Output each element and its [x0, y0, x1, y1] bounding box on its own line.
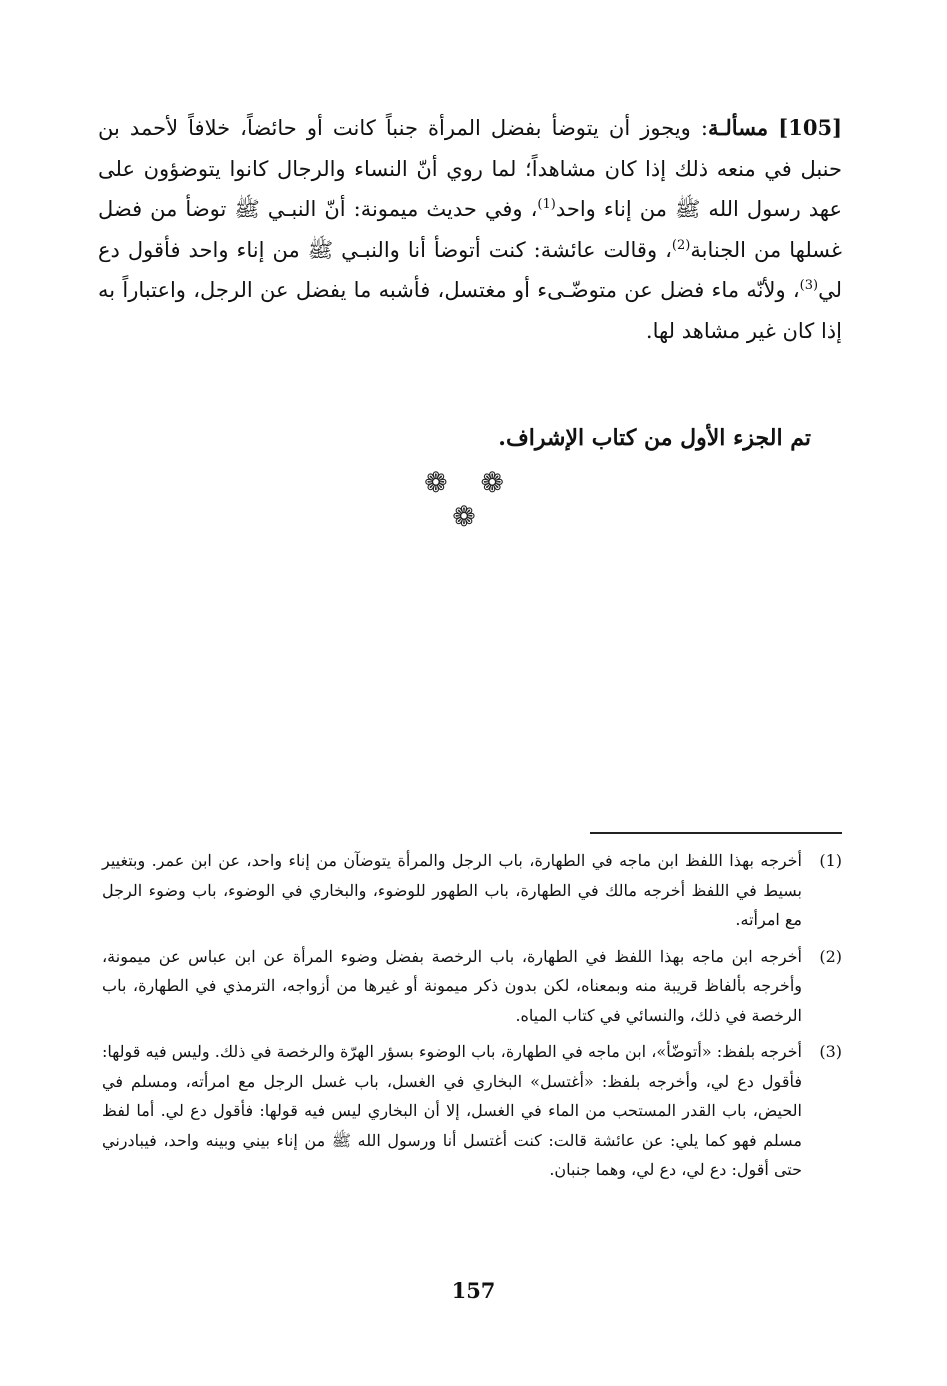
issue-text-1: : ويجوز أن يتوضأ بفضل المرأة جنباً كانت أو حائضاً، خلافاً لأحمد بن حنبل في منعه ذلك إذا كان مشاهداً؛ لما روي أنّ النساء والرجال كانوا يتوضؤون على عهد رسول الله ﷺ من إناء واحد — [98, 116, 842, 221]
footnote-ref-3[interactable]: (3) — [799, 278, 819, 293]
footnote-text: أخرجه بلفظ: «أتوضّأ»، ابن ماجه في الطهارة، باب الوضوء بسؤر الهرّة والرخصة في ذلك. وليس فيه قولها: فأقول دع لي، وأخرجه بلفظ: «أغتسل» البخاري في الغسل، باب غسل الرجل مع امرأته، ومسلم في الحيض، باب القدر المستحب من الماء في الغسل، إلا أن البخاري ليس فيه قولها: فأقول دع لي. أما لفظ مسلم فهو كما يلي: عن عائشة قالت: كنت أغتسل أنا ورسول الله ﷺ من إناء بيني وبينه واحد، فيبادرني حتى أقول: دع لي، دع لي، وهما جنبان. — [102, 1042, 802, 1179]
footnote-3 — [102, 1037, 842, 1185]
footnotes — [102, 846, 842, 1192]
footnote-1 — [102, 846, 842, 935]
issue-label: مسألـة — [707, 115, 769, 140]
issue-number: [105] — [778, 115, 842, 140]
page-number: 157 — [451, 1278, 496, 1303]
footnote-number: (2) — [819, 946, 842, 966]
footnote-ref-1[interactable]: (1) — [537, 197, 556, 212]
footnote-2 — [102, 942, 842, 1031]
issue-text-2: ، وفي حديث ميمونة: أنّ النبـي ﷺ توضأ من فضل غسلها من الجنابة — [98, 197, 843, 262]
issue-paragraph — [98, 108, 842, 351]
footnote-text: أخرجه بهذا اللفظ ابن ماجه في الطهارة، باب الرجل والمرأة يتوضآن من إناء واحد، عن ابن عمر. وبتغيير بسيط في اللفظ أخرجه مالك في الطهارة، باب الطهور للوضوء، والبخاري في الوضوء، باب وضوء الرجل مع امرأته. — [102, 851, 802, 929]
issue-text-4: ، ولأنّه ماء فضل عن متوضّـىء أو مغتسل، فأشبه ما يفضل عن الرجل، واعتباراً به إذا كان غير مشاهد لها. — [98, 278, 842, 343]
ornament-divider: ❁ ❁ ❁ — [424, 466, 516, 533]
footnote-number: (3) — [819, 1042, 842, 1061]
closing-line: تم الجزء الأول من كتاب الإشراف. — [498, 425, 811, 451]
footnote-ref-2[interactable]: (2) — [671, 237, 691, 253]
main-text — [98, 108, 842, 351]
footnote-number: (1) — [819, 851, 842, 870]
footnote-separator — [590, 832, 842, 834]
footnote-text: أخرجه ابن ماجه بهذا اللفظ في الطهارة، باب الرخصة بفضل وضوء المرأة عن ابن عباس عن ميمونة، وأخرجه بألفاظ قريبة منه وبمعناه، لكن بدون ذكر ميمونة أو غيرها من أزواجه، الترمذي في الطهارة، باب الرخصة في ذلك، والنسائي في كتاب المياه. — [102, 946, 802, 1025]
issue-text-3: ، وقالت عائشة: كنت أتوضأ أنا والنبـي ﷺ من إناء واحد فأقول دع لي — [98, 237, 842, 302]
